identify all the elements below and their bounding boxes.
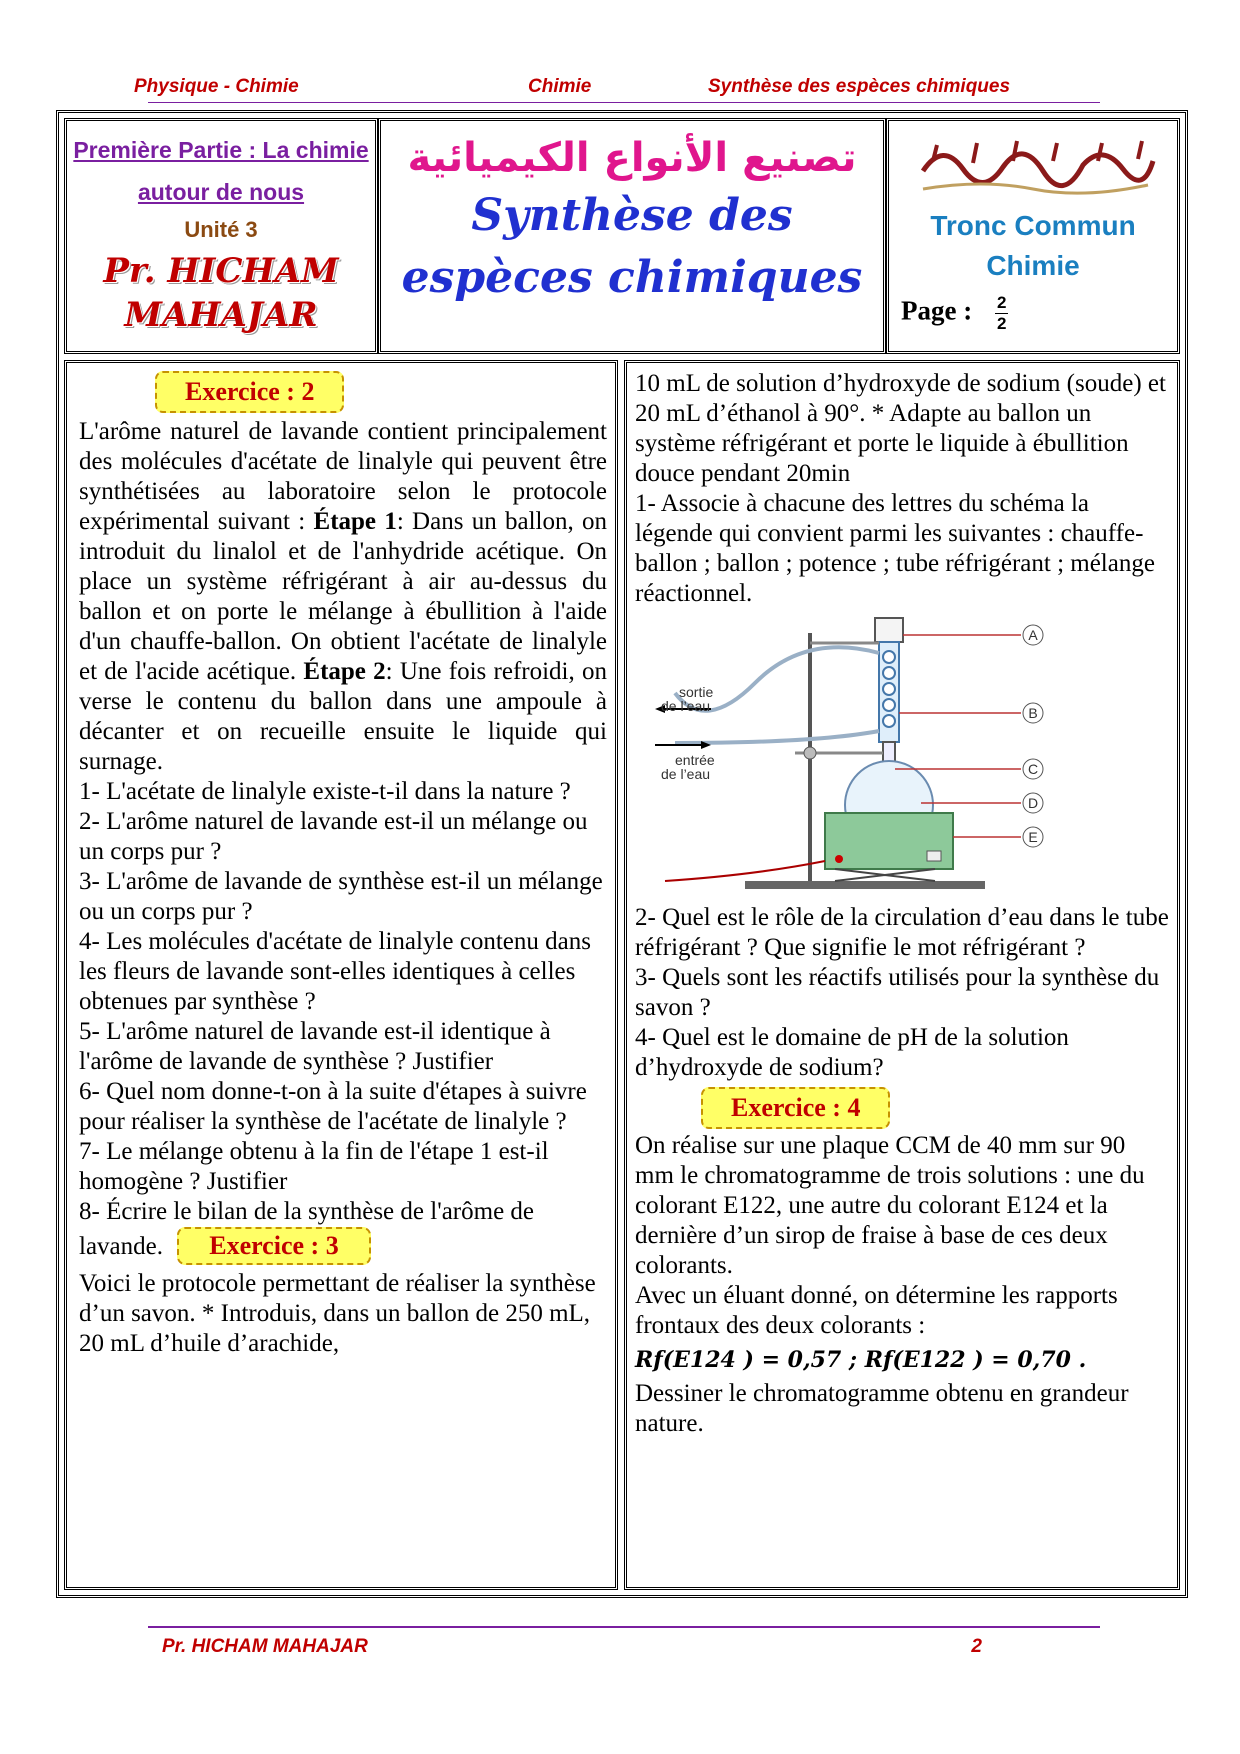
page-num: 2 — [996, 293, 1007, 312]
sortie-label-line1: sortie — [679, 684, 714, 700]
legend-d: D — [1027, 795, 1039, 811]
lab-jack — [835, 869, 935, 881]
exercise2-q1: 1- L'acétate de linalyle existe-t-il dans la nature ? — [79, 778, 571, 805]
exercise3-q1: 1- Associe à chacune des lettres du schéma la légende qui convient parmi les suivantes : chauffe-ballon ; ballon ; potence ; tube réfrigérant ; mélange réactionnel. — [635, 490, 1155, 607]
page-total: 2 — [996, 314, 1007, 333]
exercise2-q3: 3- L'arôme de lavande de synthèse est-il un mélange ou un corps pur ? — [79, 868, 603, 925]
entree-label-line2: de l’eau — [661, 766, 711, 782]
basmala-calligraphy-icon — [903, 131, 1163, 201]
exercise3-label: Exercice : 3 — [177, 1227, 370, 1265]
exercise2-q8-row — [79, 1197, 607, 1265]
exercise3-q4: 4- Quel est le domaine de pH de la solution d’hydroxyde de sodium? — [635, 1024, 1069, 1081]
exercise2-intro: L'arôme naturel de lavande contient principalement des molécules d'acétate de linalyle qui peuvent être synthétisées au laboratoire selon le protocole expérimental suivant : — [79, 418, 607, 535]
title-right-cell — [886, 118, 1180, 354]
subject-label: Chimie — [986, 250, 1080, 281]
exercise4-text3: Dessiner le chromatogramme obtenu en grandeur nature. — [635, 1380, 1129, 1437]
exercise4-text: On réalise sur une plaque CCM de 40 mm sur 90 mm le chromatogramme de trois solutions : une du colorant E122, une autre du colorant E124 et la dernière d’un sirop de fraise à base de ces deux colorants. — [635, 1132, 1145, 1279]
header-domain: Chimie — [528, 76, 592, 97]
reflux-apparatus-diagram — [635, 613, 1175, 903]
exercise4-equation: Rf(E124 ) = 0,57 ; Rf(E122 ) = 0,70 . — [635, 1347, 1087, 1373]
left-column — [64, 360, 618, 1590]
exercise4-text2: Avec un éluant donné, on détermine les rapports frontaux des deux colorants : — [635, 1282, 1118, 1339]
arabic-title: تصنيع الأنواع الكيميائية — [407, 135, 857, 181]
page-indicator — [901, 293, 1008, 334]
exercise3-q2: 2- Quel est le rôle de la circulation d’eau dans le tube réfrigérant ? Que signifie le mot réfrigérant ? — [635, 904, 1169, 961]
exercise2-label: Exercice : 2 — [155, 371, 344, 413]
exercise2-text — [79, 417, 607, 777]
title-middle-cell — [378, 118, 886, 354]
etape1-label: Étape 1 — [313, 508, 397, 535]
water-in-hose — [675, 731, 879, 743]
partie-title: Première Partie : La chimie autour de nous — [73, 137, 369, 205]
exercise3-q3: 3- Quels sont les réactifs utilisés pour la synthèse du savon ? — [635, 964, 1160, 1021]
page-fraction — [995, 293, 1008, 334]
exercise3-text-left: Voici le protocole permettant de réaliser la synthèse d’un savon. * Introduis, dans un ballon de 250 mL, 20 mL d’huile d’arachide, — [79, 1270, 596, 1357]
etape2-label: Étape 2 — [303, 658, 386, 685]
exercise2-q4: 4- Les molécules d'acétate de linalyle contenu dans les fleurs de lavande sont-elles identiques à celles obtenues par synthèse ? — [79, 928, 591, 1015]
footer-page: 2 — [971, 1636, 982, 1657]
top-header — [134, 76, 1100, 103]
legend-b: B — [1028, 705, 1038, 721]
etape1-text: : Dans un ballon, on introduit du linalol et de l'anhydride acétique. On place un système réfrigérant à air au-dessus du ballon et on porte le mélange à ébullition à l'aide d'un chauffe-ballon. On obtient l'acétate de linalyle et de l'acide acétique. — [79, 508, 608, 685]
french-title: Synthèse des espèces chimiques — [401, 190, 863, 303]
power-cable — [665, 861, 825, 881]
legend-a: A — [1028, 627, 1038, 643]
header-lesson: Synthèse des espèces chimiques — [708, 76, 1011, 97]
title-left-cell — [64, 118, 378, 354]
exercise2-q8: 8- Écrire le bilan de la synthèse de l'arôme de lavande. — [79, 1198, 535, 1260]
legend-e: E — [1028, 829, 1038, 845]
header-subject: Physique - Chimie — [134, 76, 299, 97]
exercise4-label: Exercice : 4 — [701, 1087, 890, 1129]
entree-label-line1: entrée — [675, 752, 715, 768]
sortie-label-line2: de l’eau — [661, 698, 711, 714]
condenser-top — [875, 618, 903, 642]
unite-label: Unité 3 — [184, 217, 258, 242]
exercise2-q2: 2- L'arôme naturel de lavande est-il un mélange ou un corps pur ? — [79, 808, 588, 865]
level-label: Tronc Commun — [930, 210, 1136, 241]
exercise2-q5: 5- L'arôme naturel de lavande est-il identique à l'arôme de lavande de synthèse ? Justifier — [79, 1018, 551, 1075]
exercise2-q7: 7- Le mélange obtenu à la fin de l'étape 1 est-il homogène ? Justifier — [79, 1138, 549, 1195]
legend-c: C — [1027, 761, 1039, 777]
right-column — [624, 360, 1180, 1590]
page-footer — [148, 1626, 1100, 1658]
professor-name: Pr. HICHAM MAHAJAR — [103, 251, 339, 335]
support-base — [745, 881, 985, 889]
etape2-text: : Une fois refroidi, on verse le contenu du ballon dans une ampoule à décanter et on recueille ensuite le liquide qui surnage. — [79, 658, 608, 775]
footer-author: Pr. HICHAM MAHAJAR — [162, 1636, 368, 1657]
page-label: Page : — [901, 295, 973, 326]
exercise2-q6: 6- Quel nom donne-t-on à la suite d'étapes à suivre pour réaliser la synthèse de l'acétate de linalyle ? — [79, 1078, 587, 1135]
exercise3-text-right: 10 mL de solution d’hydroxyde de sodium (soude) et 20 mL d’éthanol à 90°. * Adapte au ballon un système réfrigérant et porte le liquide à ébullition douce pendant 20min — [635, 370, 1166, 487]
